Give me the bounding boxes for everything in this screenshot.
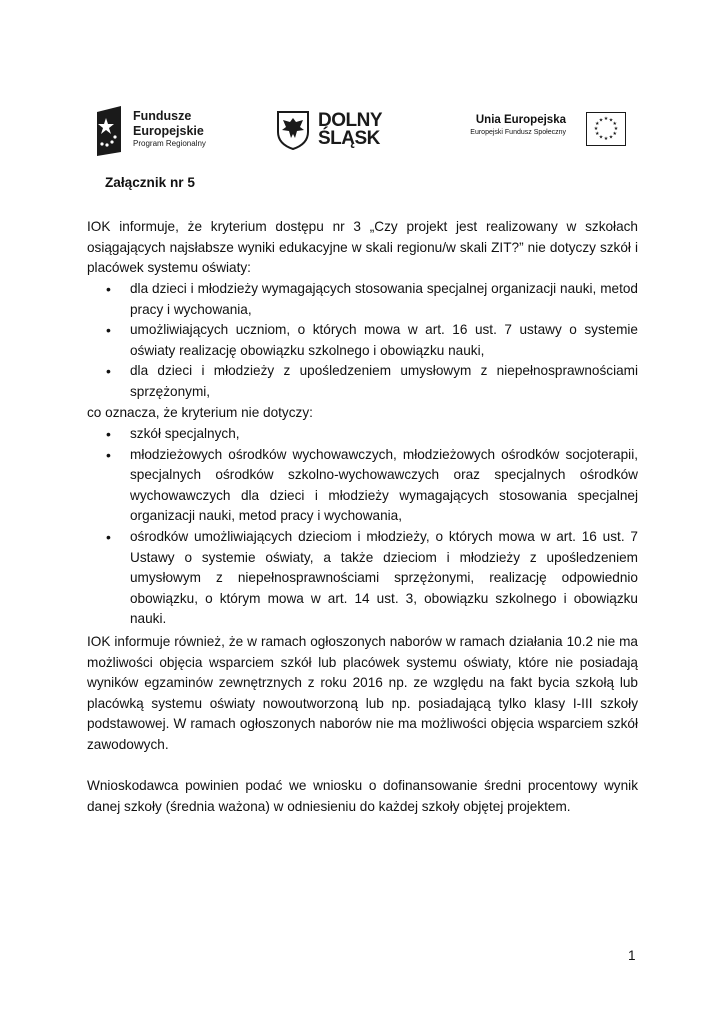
bullet-icon: • [106,363,111,380]
svg-text:★: ★ [603,136,609,142]
ds-line-2: ŚLĄSK [318,128,380,149]
exemption-list-1 [87,279,638,403]
svg-text:★: ★ [608,117,614,124]
svg-text:★: ★ [603,116,609,122]
svg-text:★: ★ [608,134,614,141]
fe-line-1: Fundusze [133,109,192,123]
ue-line-2: Europejski Fundusz Społeczny [470,129,566,136]
list-item [87,527,638,630]
intro-paragraph: IOK informuje, że kryterium dostępu nr 3 „Czy projekt jest realizowany w szkołach osiągających najsłabsze wyniki edukacyjne w skali regionu/w skali ZIT?” nie dotyczy szkół i placówek systemu oświaty: [87,219,638,276]
svg-text:★: ★ [593,126,599,132]
list-item [87,279,638,320]
list-item [87,424,638,445]
bullet-icon: • [106,528,111,545]
list-item-text: umożliwiających uczniom, o których mowa w art. 16 ust. 7 ustawy o systemie oświaty realizację obowiązku szkolnego i obowiązku nauki, [130,322,638,358]
list-item [87,445,638,527]
fundusze-europejskie-logo [95,104,235,156]
logo-bar [0,100,725,160]
svg-text:★: ★ [613,126,619,132]
eu-flag-icon [586,112,626,146]
bullet-icon: • [106,446,111,463]
annex-title: Załącznik nr 5 [105,175,195,190]
fe-star-flag-icon [95,104,127,156]
svg-text:★: ★ [598,134,604,141]
fe-text [133,110,206,148]
ds-text [318,112,382,148]
para-2: IOK informuje również, że w ramach ogłoszonych naborów w ramach działania 10.2 nie ma możliwości objęcia wsparciem szkół lub placówek systemu oświaty, które nie posiadają wyników egzaminów zewnętrznych z roku 2016 np. ze względu na fakt bycia szkołą lub placówką systemu oświaty nowoutworzoną lub np. posiadającą tylko klasy I-III szkoły podstawowej. W ramach ogłoszonych naborów nie ma możliwości objęcia wsparciem szkół zawodowych. [87,634,638,752]
eagle-shield-icon [276,110,310,150]
svg-text:★: ★ [612,131,617,137]
bullet-icon: • [106,426,111,442]
bullet-icon: • [106,322,111,339]
unia-europejska-logo [456,112,631,152]
dolny-slask-logo [276,110,396,152]
svg-text:★: ★ [595,121,600,127]
para-3: Wnioskodawca powinien podać we wniosku o dofinansowanie średni procentowy wynik danej szkoły (średnia ważona) w odniesieniu do każdej szkoły objętej projektem. [87,778,638,814]
fe-line-3: Program Regionalny [133,139,206,148]
fe-line-2: Europejskie [133,123,204,138]
bullet-icon: • [106,281,111,297]
svg-text:★: ★ [612,121,617,127]
exemption-list-2 [87,424,638,630]
ds-line-1: DOLNY [318,110,382,131]
middle-sentence: co oznacza, że kryterium nie dotyczy: [87,405,313,420]
list-item-text: dla dzieci i młodzieży z upośledzeniem umysłowym z niepełnosprawnościami sprzężonymi, [130,363,638,399]
page-number: 1 [628,948,636,963]
list-item-text: dla dzieci i młodzieży wymagających stosowania specjalnej organizacji nauki, metod pracy i wychowania, [130,281,638,317]
list-item [87,320,638,361]
list-item-text: młodzieżowych ośrodków wychowawczych, młodzieżowych ośrodków socjoterapii, specjalnych ośrodków szkolno-wychowawczych oraz specjalnych ośrodków wychowawczych dla dzieci i młodzieży wymagających stosowania specjalnej organizacji nauki, metod pracy i wychowania, [130,446,638,524]
list-item [87,361,638,402]
svg-text:★: ★ [598,117,604,124]
list-item-text: ośrodków umożliwiających dzieciom i młodzieży, o których mowa w art. 16 ust. 7 Ustawy o systemie oświaty, a także dzieciom i młodzieży z upośledzeniem umysłowym z niepełnosprawnościami sprzężonymi, realizację odpowiednio obowiązku, o którym mowa w art. 14 ust. 3, obowiązku szkolnego i obowiązku nauki. [130,528,638,627]
svg-text:★: ★ [595,131,600,137]
ue-line-1: Unia Europejska [475,114,566,126]
ue-text [456,114,566,136]
list-item-text: szkół specjalnych, [130,426,240,441]
